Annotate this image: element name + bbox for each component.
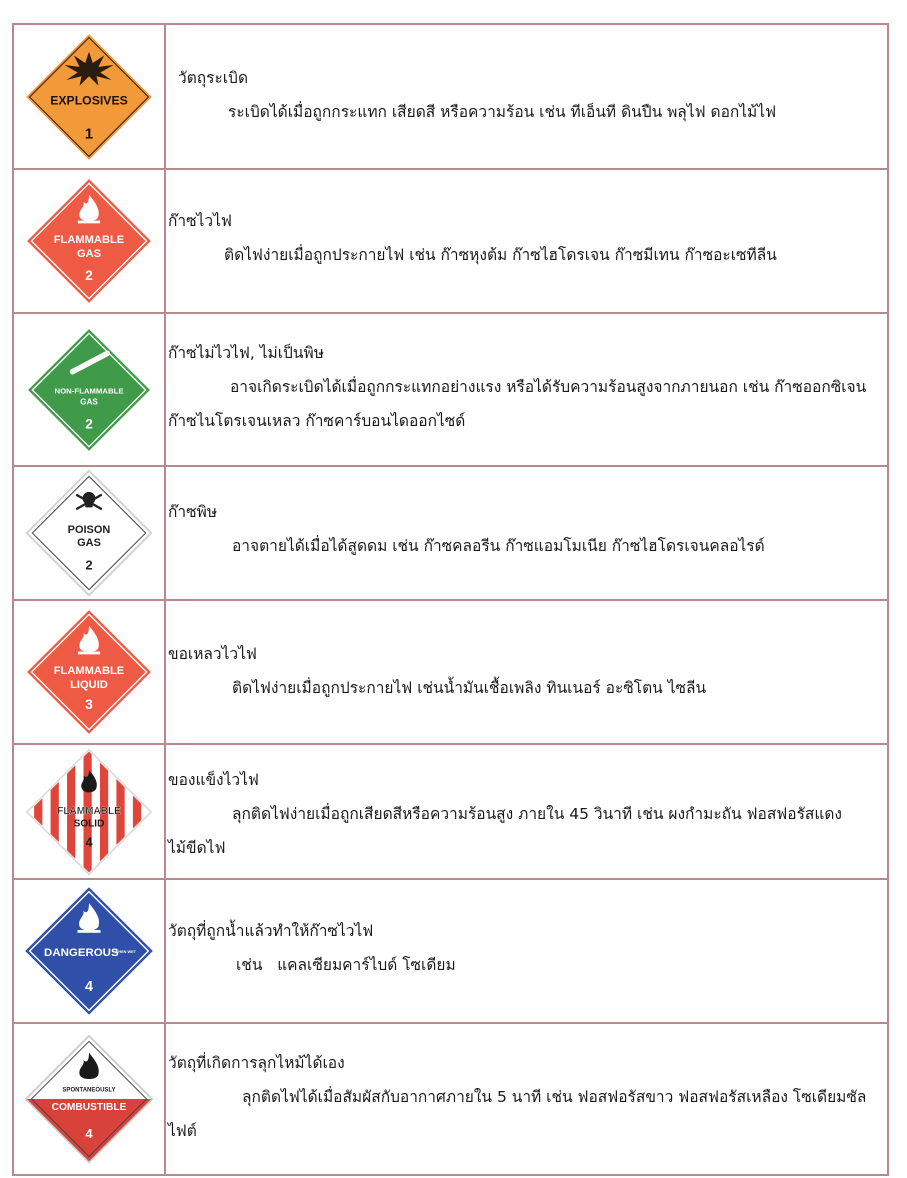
- placard-number: 4: [85, 834, 93, 850]
- table-row: [13, 169, 888, 313]
- poison-gas-placard: [25, 469, 153, 597]
- spontaneously-combustible-placard: [24, 1034, 154, 1164]
- hazard-title: ก๊าซไม่ไวไฟ, ไม่เป็นพิษ: [168, 344, 324, 362]
- description-cell: [165, 879, 888, 1023]
- placard-number: 2: [85, 415, 93, 431]
- placard-text: GAS: [80, 397, 98, 407]
- hazard-title: ขอเหลวไวไฟ: [168, 645, 257, 663]
- hazard-description: ลุกติดไฟได้เมื่อสัมผัสกับอากาศภายใน 5 นาที เช่น ฟอสฟอรัสขาว ฟอสฟอรัสเหลือง โซเดียมซัลไฟต์: [168, 1088, 867, 1140]
- description-cell: [165, 313, 888, 466]
- placard-number: 3: [85, 696, 93, 713]
- placard-cell: [13, 466, 165, 600]
- description-cell: [165, 24, 888, 169]
- description-cell: [165, 744, 888, 879]
- flammable-solid-placard: [25, 748, 153, 876]
- placard-number: 4: [85, 979, 93, 996]
- hazard-title: ของแข็งไวไฟ: [168, 771, 259, 789]
- hazard-description: ติดไฟง่ายเมื่อถูกประกายไฟ เช่น ก๊าซหุงต้ม ก๊าซไฮโดรเจน ก๊าซมีเทน ก๊าซอะเซทีลีน: [224, 246, 777, 264]
- placard-cell: [13, 24, 165, 169]
- placard-number: 2: [85, 267, 93, 283]
- description-cell: [165, 466, 888, 600]
- hazard-description: ติดไฟง่ายเมื่อถูกประกายไฟ เช่นน้ำมันเชื้อเพลิง ทินเนอร์ อะซิโตน ไซลีน: [232, 679, 707, 697]
- hazard-description: ระเบิดได้เมื่อถูกกระแทก เสียดสี หรือความร้อน เช่น ทีเอ็นที ดินปืน พลุไฟ ดอกไม้ไฟ: [228, 103, 777, 121]
- placard-text: GAS: [77, 536, 101, 549]
- placard-text: GAS: [76, 247, 102, 260]
- table-row: [13, 879, 888, 1023]
- placard-text: POISON: [67, 524, 111, 536]
- placard-text: COMBUSTIBLE: [51, 1102, 127, 1114]
- placard-text: FLAMMABLE: [53, 233, 125, 246]
- description-cell: [165, 169, 888, 313]
- placard-text: NON-FLAMMABLE: [54, 386, 124, 396]
- placard-number: 2: [85, 557, 93, 573]
- table-row: [13, 600, 888, 744]
- flammable-gas-placard: [24, 176, 154, 306]
- hazard-description: ลุกติดไฟง่ายเมื่อถูกเสียดสีหรือความร้อนสูง ภายใน 45 วินาที เช่น ผงกำมะถัน ฟอสฟอรัสแดงไม้ขีดไฟ: [168, 805, 842, 857]
- placard-cell: [13, 600, 165, 744]
- non-flammable-gas-placard: [25, 326, 153, 454]
- placard-cell: [13, 744, 165, 879]
- table-row: [13, 1023, 888, 1175]
- placard-text: FLAMMABLE: [57, 805, 121, 817]
- hazard-description: อาจตายได้เมื่อได้สูดดม เช่น ก๊าซคลอรีน ก๊าซแอมโมเนีย ก๊าซไฮโดรเจนคลอไรด์: [232, 537, 765, 555]
- placard-number: 1: [84, 124, 94, 142]
- hazard-description: อาจเกิดระเบิดได้เมื่อถูกกระแทกอย่างแรง หรือได้รับความร้อนสูงจากภายนอก เช่น ก๊าซออกซิเจน ก๊าซไนโตรเจนเหลว ก๊าซคาร์บอนไดออกไซด์: [168, 378, 867, 430]
- placard-cell: [13, 1023, 165, 1175]
- hazard-class-table: [12, 23, 889, 1176]
- hazard-description: เช่น แคลเซียมคาร์ไบด์ โซเดียม: [236, 956, 456, 974]
- hazard-title: วัตถุที่เกิดการลุกไหม้ได้เอง: [168, 1054, 345, 1072]
- dangerous-when-wet-placard: [22, 884, 156, 1018]
- hazard-title: วัตถุที่ถูกน้ำแล้วทำให้ก๊าซไวไฟ: [168, 922, 374, 940]
- placard-cell: [13, 879, 165, 1023]
- table-row: [13, 466, 888, 600]
- placard-text: FLAMMABLE: [53, 664, 125, 677]
- table-row: [13, 744, 888, 879]
- placard-text: LIQUID: [70, 678, 108, 691]
- placard-text: SPONTANEOUSLY: [62, 1087, 116, 1094]
- description-cell: [165, 600, 888, 744]
- table-row: [13, 313, 888, 466]
- placard-text: EXPLOSIVES: [50, 93, 128, 108]
- explosives-placard: [23, 31, 155, 163]
- flammable-liquid-placard: [24, 607, 154, 737]
- placard-cell: [13, 313, 165, 466]
- hazard-title: ก๊าซพิษ: [168, 503, 218, 521]
- placard-cell: [13, 169, 165, 313]
- description-cell: [165, 1023, 888, 1175]
- hazard-title: วัตถุระเบิด: [178, 69, 249, 87]
- table-row: [13, 24, 888, 169]
- placard-text: SOLID: [73, 818, 105, 830]
- placard-number: 4: [85, 1126, 93, 1141]
- hazard-title: ก๊าซไวไฟ: [168, 212, 232, 230]
- placard-text: WHEN WET: [114, 949, 136, 954]
- placard-text: DANGEROUS: [44, 946, 119, 959]
